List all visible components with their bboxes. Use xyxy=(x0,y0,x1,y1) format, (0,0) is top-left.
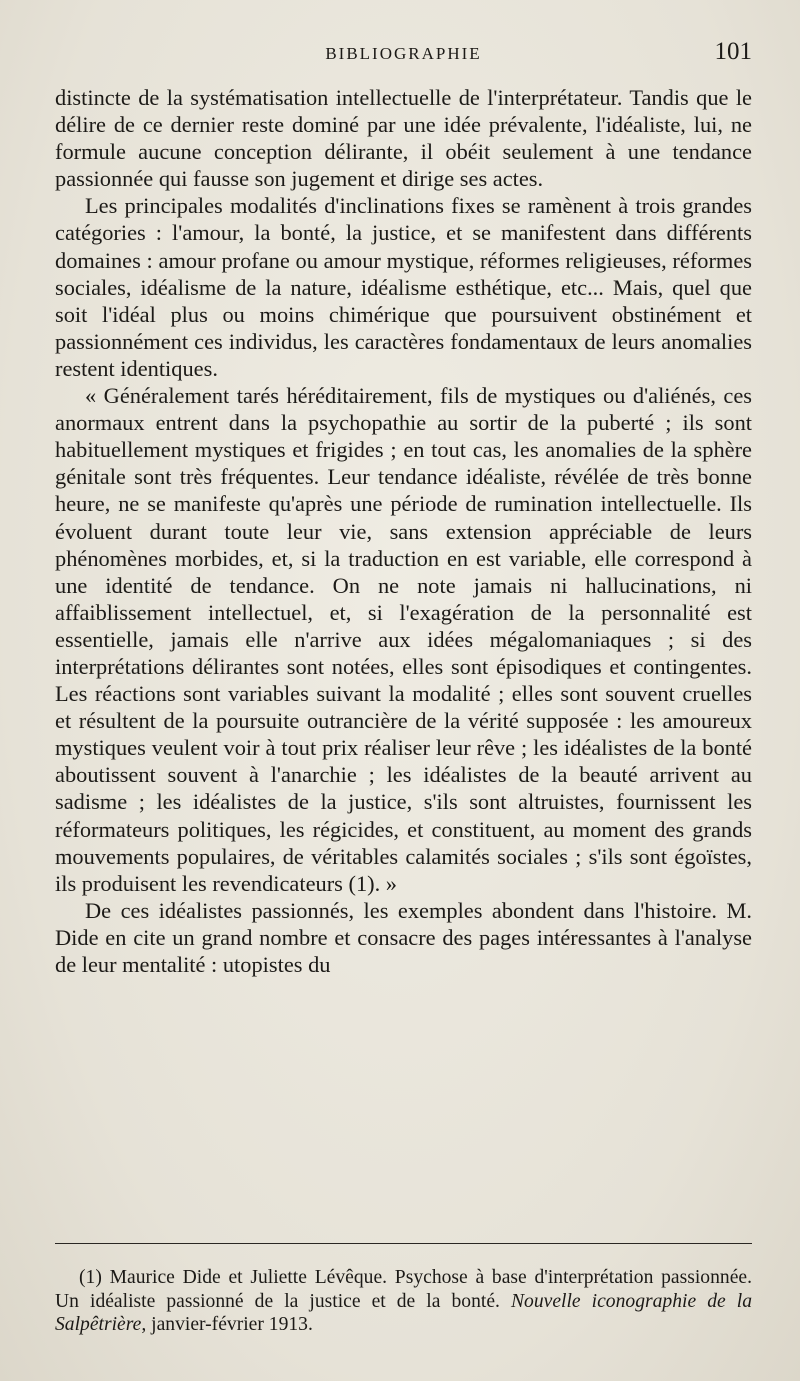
running-title: BIBLIOGRAPHIE xyxy=(325,44,482,63)
footnote-separator xyxy=(55,1243,752,1244)
page-header xyxy=(55,38,752,78)
paragraph-idealistes: De ces idéalistes passionnés, les exemples abondent dans l'histoire. M. Dide en cite un grand nombre et consacre des pages intéressantes à l'analyse de leur mentalité : utopistes du xyxy=(55,897,752,977)
footnote-date: janvier-février 1913. xyxy=(151,1314,313,1335)
footnote-journal: Nouvelle iconographie de la Salpêtrière, xyxy=(55,1290,752,1335)
paragraph-continuation: distincte de la systématisation intellectuelle de l'interprétateur. Tandis que le délire de ce dernier reste dominé par une idée prévalente, l'idéaliste, lui, ne formule aucune conception délirante, il obéit seulement à une tendance passionnée qui fausse son jugement et dirige ses actes. xyxy=(55,85,752,192)
page-number: 101 xyxy=(714,38,752,65)
footnote xyxy=(55,1266,752,1337)
paragraph-quotation: « Généralement tarés héréditairement, fils de mystiques ou d'aliénés, ces anormaux entrent dans la psychopathie au sortir de la puberté ; ils sont habituellement mystiques et frigides ; en tout cas, les anomalies de la sphère génitale sont très fréquentes. Leur tendance idéaliste, révélée de très bonne heure, ne se manifeste qu'après une période de rumination intellectuelle. Ils évoluent durant toute leur vie, sans extension appréciable de leurs phénomènes morbides, et, si la traduction en est variable, elle correspond à une identité de tendance. On ne note jamais ni hallucinations, ni affaiblissement intellectuel, et, si l'exagération de la personnalité est essentielle, jamais elle n'arrive aux idées mégalomaniaques ; si des interprétations délirantes sont notées, elles sont épisodiques et contingentes. Les réactions sont variables suivant la modalité ; elles sont souvent cruelles et résultent de la poursuite outrancière de la vérité supposée : les amoureux mystiques veulent voir à tout prix réaliser leur rêve ; les idéalistes de la bonté aboutissent souvent à l'anarchie ; les idéalistes de la beauté arrivent au sadisme ; les idéalistes de la justice, s'ils sont altruistes, fournissent les réformateurs politiques, les régicides, et constituent, au moment des grands mouvements populaires, de véritables calamités sociales ; s'ils sont égoïstes, ils produisent les revendicateurs (1). » xyxy=(55,383,752,896)
footnote-text: (1) Maurice Dide et Juliette Lévêque. Psychose à base d'interprétation passionnée. Un idéaliste passionné de la justice et de la bonté. xyxy=(55,1267,752,1312)
paragraph-modalites: Les principales modalités d'inclinations fixes se ramènent à trois grandes catégories : l'amour, la bonté, la justice, et se manifestent dans différents domaines : amour profane ou amour mystique, réformes religieuses, réformes sociales, idéalisme de la nature, idéalisme esthétique, etc... Mais, quel que soit l'idéal plus ou moins chimérique que poursuivent obstinément et passionnément ces individus, les caractères fondamentaux de leurs anomalies restent identiques. xyxy=(55,193,752,381)
body-text xyxy=(55,84,752,978)
